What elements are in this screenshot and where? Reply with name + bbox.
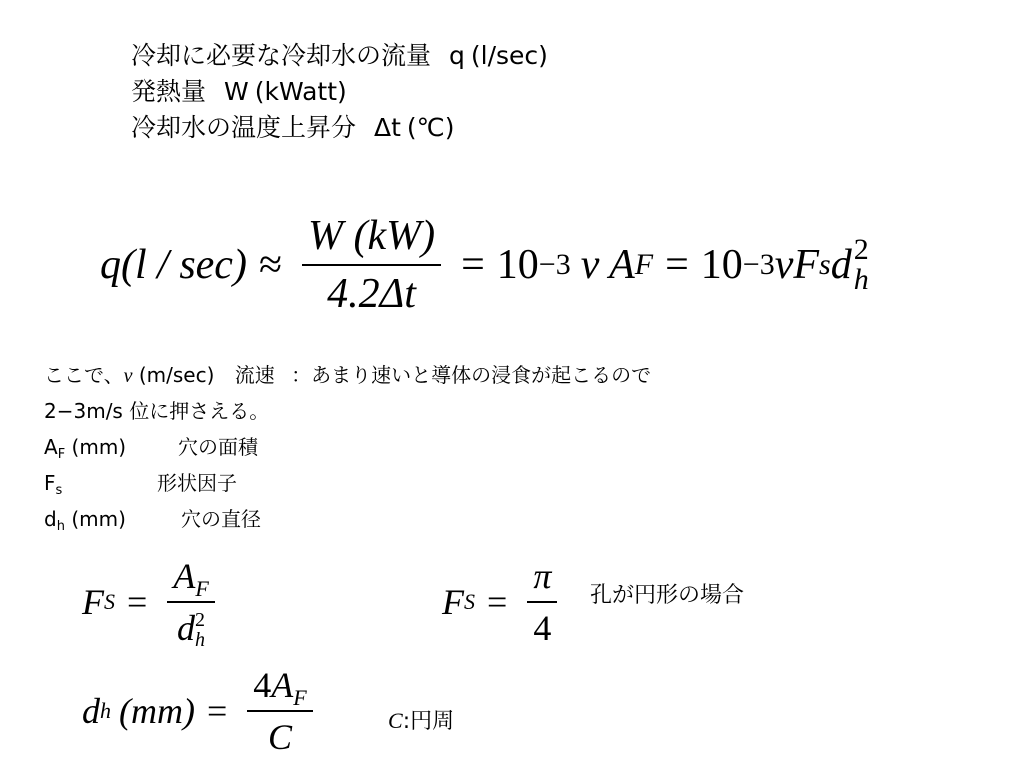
circumference-note: C:円周 bbox=[388, 708, 455, 734]
formula-fs: F S = $A_F$ d 2 h bbox=[82, 555, 223, 650]
main-fraction: $\frac{W (kW)}{4.2\Delta t}$ bbox=[302, 212, 441, 318]
explanation-fs: $F_s$ 形状因子 bbox=[44, 471, 237, 498]
explanation-velocity: ここで、ν (m/sec) 流速 ：あまり速いと導体の浸食が起こるので bbox=[44, 363, 652, 387]
circle-note: 孔が円形の場合 bbox=[590, 583, 745, 608]
formula-fs-circle: F S = $\frac{\pi}{4}$ bbox=[442, 555, 565, 649]
main-formula: q (l / sec) ≈ $\frac{W (kW)}{4.2\Delta t}$ = 10 −3 v A F = 10 −3 vF s d 2 h bbox=[100, 213, 869, 317]
explanation bbox=[44, 357, 651, 537]
explanation-dh: $d_h$ (mm) 穴の直径 bbox=[44, 507, 261, 534]
definition-temperature-rise: 冷却水の温度上昇分 Δt (℃) bbox=[131, 113, 455, 142]
definition-heat: 発熱量 W (kWatt) bbox=[131, 77, 347, 106]
explanation-velocity-limit: 2−3m/s 位に押さえる。 bbox=[44, 399, 270, 423]
definition-flow-rate: 冷却に必要な冷却水の流量 q (l/sec) bbox=[131, 41, 548, 70]
explanation-af: $A_F$ (mm) 穴の面積 bbox=[44, 435, 258, 462]
definitions bbox=[131, 38, 548, 146]
formula-dh: d h (mm) = $\frac{4A_F}{C}$ bbox=[82, 664, 321, 758]
